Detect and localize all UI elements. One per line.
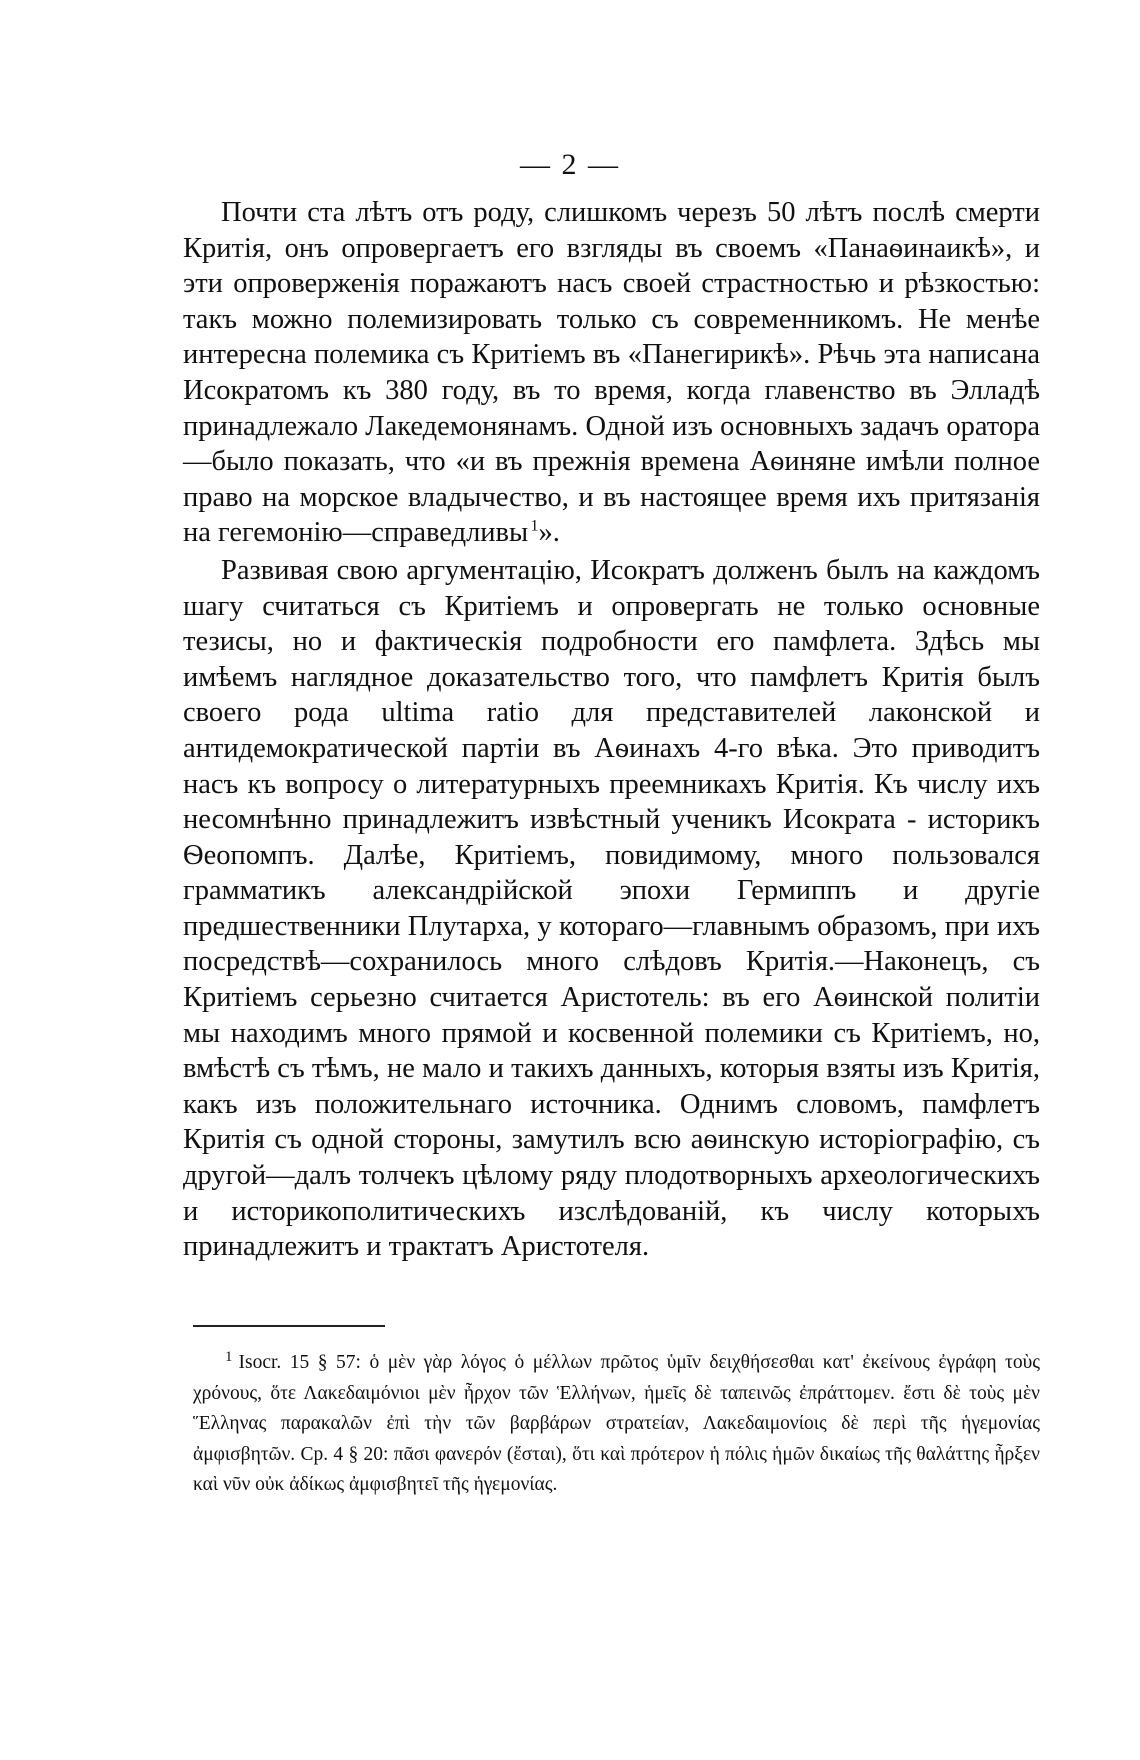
- footnote-divider: [193, 1325, 385, 1327]
- page-number: — 2 —: [520, 148, 620, 181]
- paragraph-1-text: Почти ста лѣтъ отъ роду, слишкомъ черезъ 50 лѣтъ послѣ смерти Критія, онъ опровергаетъ его взгляды въ своемъ «Панаѳинаикѣ», и эти опроверженія поражаютъ насъ своей страстностью и рѣзкостью: такъ можно полемизировать только съ современникомъ. Не менѣе интересна полемика съ Критіемъ въ «Панегирикѣ». Рѣчь эта написана Исократомъ къ 380 году, въ то время, когда главенство въ Элладѣ принадлежало Лакедемонянамъ. Одной изъ основныхъ задачъ оратора—было показать, что «и въ прежнія времена Аѳиняне имѣли полное право на морское владычество, и въ настоящее время ихъ притязанія на гегемонію—справедливы: [183, 197, 1040, 549]
- footnote-text: Isocr. 15 § 57: ὁ μὲν γὰρ λόγος ὁ μέλλων πρῶτος ὑμῖν δειχθήσεσθαι κατ' ἐκείνους ἐγράφη τοὺς χρόνους, ὅτε Λακεδαιμόνιοι μὲν ἦρχον τῶν Ἑλλήνων, ἡμεῖς δὲ ταπεινῶς ἐπράττομεν. ἔστι δὲ τοὺς μὲν Ἕλληνας παρακαλῶν ἐπὶ τὴν τῶν βαρβάρων στρατείαν, Λακεδαιμονίοις δὲ περὶ τῆς ἡγεμονίας ἀμφισβητῶν. Cp. 4 § 20: πᾶσι φανερόν (ἔσται), ὅτι καὶ πρότερον ἡ πόλις ἡμῶν δικαίως τῆς θαλάττης ἦρξεν καὶ νῦν οὐκ ἀδίκως ἀμφισβητεῖ τῆς ἡγεμονίας.: [193, 1352, 1040, 1496]
- main-text: [183, 195, 1040, 1265]
- paragraph-1: [183, 195, 1040, 551]
- paragraph-2: Развивая свою аргументацію, Исократъ долженъ былъ на каждомъ шагу считаться съ Критіемъ и опровергать не только основные тезисы, но и фактическія подробности его памфлета. Здѣсь мы имѣемъ наглядное доказательство того, что памфлетъ Критія былъ своего рода ultima ratio для представителей лаконской и антидемократической партіи въ Аѳинахъ 4-го вѣка. Это приводитъ насъ къ вопросу о литературныхъ преемникахъ Критія. Къ числу ихъ несомнѣнно принадлежитъ извѣстный ученикъ Исократа - историкъ Ѳеопомпъ. Далѣе, Критіемъ, повидимому, много пользовался грамматикъ александрійской эпохи Гермиппъ и другіе предшественники Плутарха, у котораго—главнымъ образомъ, при ихъ посредствѣ—сохранилось много слѣдовъ Критія.—Наконецъ, съ Критіемъ серьезно считается Аристотель: въ его Аѳинской политіи мы находимъ много прямой и косвенной полемики съ Критіемъ, но, вмѣстѣ съ тѣмъ, не мало и такихъ данныхъ, которыя взяты изъ Критія, какъ изъ положительнаго источника. Однимъ словомъ, памфлетъ Критія съ одной стороны, замутилъ всю аѳинскую исторіографію, съ другой—далъ толчекъ цѣлому ряду плодотворныхъ археологическихъ и историкополитическихъ изслѣдованій, къ числу которыхъ принадлежитъ и трактатъ Аристотеля.: [183, 554, 1040, 1263]
- footnote-mark: 1: [225, 1348, 233, 1365]
- footnote-reference: 1: [530, 517, 539, 535]
- paragraph-1-closing: ».: [538, 517, 560, 549]
- footnote: [193, 1348, 1040, 1501]
